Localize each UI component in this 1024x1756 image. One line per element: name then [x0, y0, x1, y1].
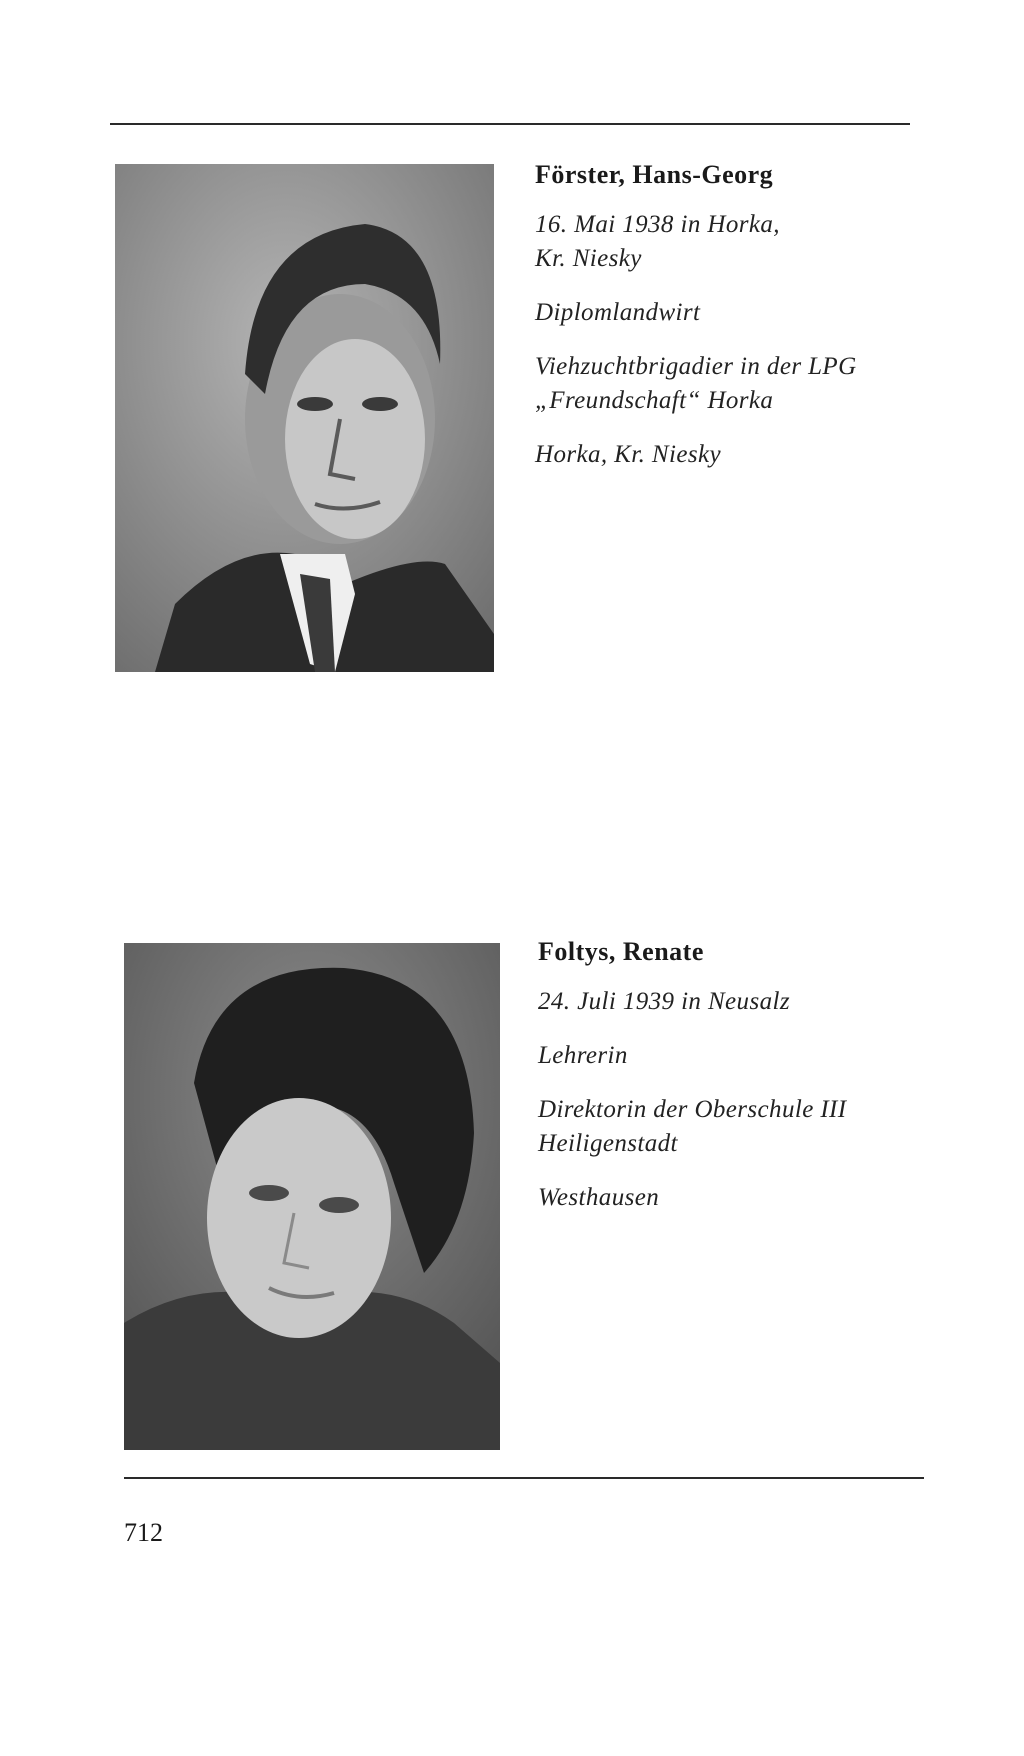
- portrait-photo-foltys: [124, 943, 500, 1450]
- birth-info-line-2: Kr. Niesky: [535, 245, 642, 272]
- position-line-2: „Freundschaft“ Horka: [535, 387, 774, 414]
- biography-entry-foerster: [535, 158, 965, 472]
- birth-info-line-1: 16. Mai 1938 in Horka,: [535, 211, 780, 238]
- portrait-photo-foerster: [115, 164, 494, 672]
- position-line-1: Direktorin der Oberschule III: [538, 1096, 847, 1123]
- person-name: Foltys, Renate: [538, 937, 704, 966]
- biography-entry-foltys: [538, 935, 968, 1215]
- top-rule: [110, 123, 910, 125]
- page-number: 712: [124, 1518, 163, 1547]
- person-name: Förster, Hans-Georg: [535, 160, 774, 189]
- position-line-1: Viehzuchtbrigadier in der LPG: [535, 353, 857, 380]
- education-text: Lehrerin: [538, 1042, 628, 1069]
- education-text: Diplomlandwirt: [535, 299, 701, 326]
- bottom-rule: [124, 1477, 924, 1479]
- residence-text: Horka, Kr. Niesky: [535, 441, 721, 468]
- residence-text: Westhausen: [538, 1184, 660, 1211]
- position-line-2: Heiligenstadt: [538, 1130, 678, 1157]
- birth-info-line-1: 24. Juli 1939 in Neusalz: [538, 988, 790, 1015]
